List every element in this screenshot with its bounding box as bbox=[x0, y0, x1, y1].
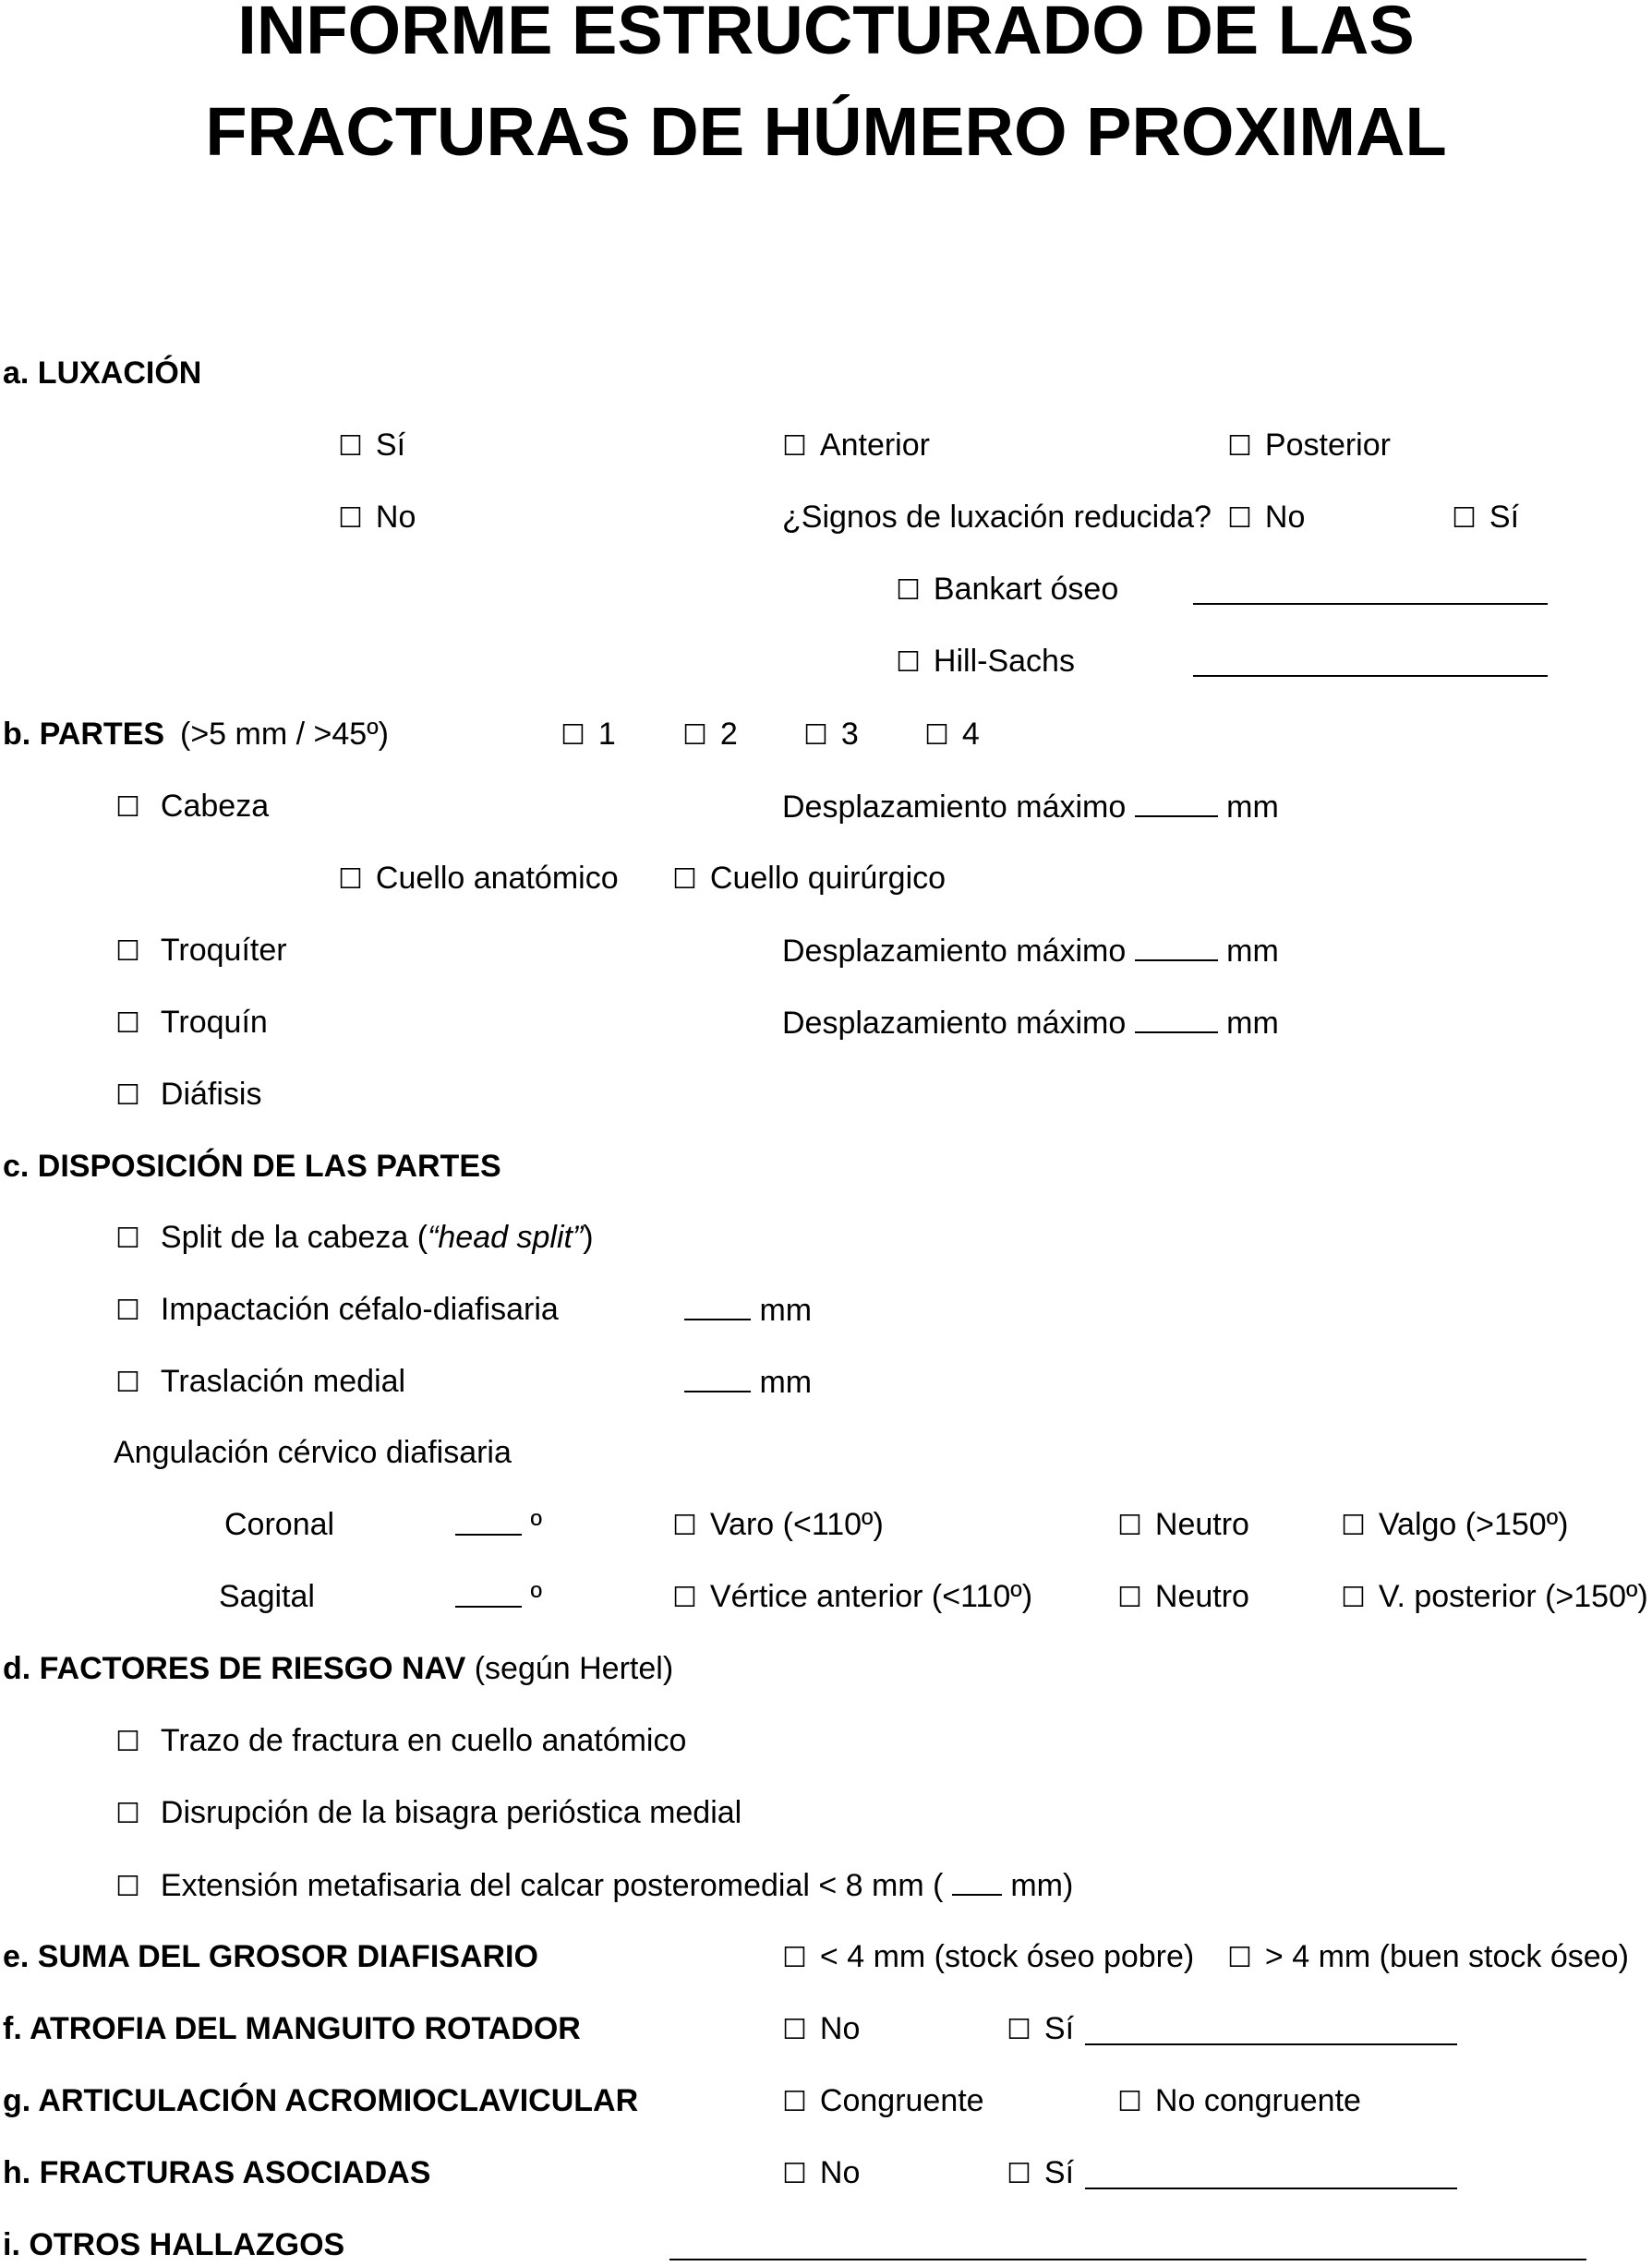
checkbox-icon[interactable]: ☐ bbox=[1341, 1510, 1366, 1542]
displacement-label: Desplazamiento máximo bbox=[782, 934, 1127, 969]
checkbox-icon[interactable]: ☐ bbox=[115, 1223, 140, 1255]
checkbox-icon[interactable]: ☐ bbox=[682, 719, 707, 752]
coronal-label: Coronal bbox=[224, 1507, 335, 1542]
checkbox-icon[interactable]: ☐ bbox=[1227, 430, 1252, 463]
cuello-anatomico-label: Cuello anatómico bbox=[375, 861, 619, 896]
cuello-quirurgico-option[interactable] bbox=[672, 860, 946, 898]
checkbox-icon[interactable]: ☐ bbox=[782, 2086, 807, 2118]
impactacion-label: Impactación céfalo-diafisaria bbox=[160, 1292, 559, 1327]
congruente-label: Congruente bbox=[819, 2083, 984, 2118]
vertice-anterior-label: Vértice anterior (<110º) bbox=[709, 1579, 1033, 1614]
degree-label: º bbox=[530, 1508, 542, 1543]
cuello-quirurgico-label: Cuello quirúrgico bbox=[709, 861, 947, 896]
coronal-neutro-label: Neutro bbox=[1154, 1507, 1249, 1542]
checkbox-icon[interactable]: ☐ bbox=[672, 1510, 697, 1542]
troquin-displacement bbox=[782, 1004, 1279, 1042]
stock-bueno-label: > 4 mm (buen stock óseo) bbox=[1264, 1939, 1629, 1974]
nav-risk-label: Trazo de fractura en cuello anatómico bbox=[160, 1723, 687, 1758]
luxacion-posterior-label: Posterior bbox=[1264, 428, 1391, 463]
bankart-option[interactable] bbox=[896, 571, 1118, 609]
fracturas-si-option[interactable] bbox=[1007, 2154, 1074, 2193]
checkbox-icon[interactable]: ☐ bbox=[1452, 502, 1477, 535]
section-d-heading bbox=[3, 1650, 673, 1687]
nav-risk-item[interactable] bbox=[115, 1794, 742, 1833]
partes-3-option[interactable] bbox=[803, 716, 859, 754]
sagital-label: Sagital bbox=[219, 1579, 315, 1614]
reduced-si-label: Sí bbox=[1489, 500, 1520, 535]
luxacion-no-option[interactable] bbox=[338, 499, 416, 537]
displacement-label: Desplazamiento máximo bbox=[782, 789, 1127, 825]
nav-risk-item[interactable] bbox=[115, 1722, 686, 1761]
calcar-input[interactable] bbox=[952, 1866, 1002, 1896]
diafisis-option[interactable] bbox=[115, 1076, 261, 1115]
checkbox-icon[interactable]: ☐ bbox=[115, 1079, 140, 1112]
luxacion-si-label: Sí bbox=[375, 428, 406, 463]
luxacion-anterior-option[interactable] bbox=[782, 427, 930, 465]
coronal-measure bbox=[455, 1506, 542, 1544]
troquiter-displacement bbox=[782, 932, 1279, 970]
displacement-input[interactable] bbox=[1135, 788, 1218, 817]
impactacion-input[interactable] bbox=[684, 1291, 751, 1320]
cabeza-displacement bbox=[782, 788, 1279, 826]
traslacion-label: Traslación medial bbox=[160, 1364, 406, 1399]
section-a-heading: a. LUXACIÓN bbox=[3, 356, 202, 391]
hill-sachs-input-line[interactable] bbox=[1193, 675, 1548, 677]
unit-label: mm bbox=[759, 1293, 813, 1328]
section-f-heading: f. ATROFIA DEL MANGUITO ROTADOR bbox=[3, 2011, 581, 2046]
varo-label: Varo (<110º) bbox=[709, 1507, 884, 1542]
head-split-prefix: Split de la cabeza ( bbox=[160, 1220, 428, 1255]
impactacion-option[interactable] bbox=[115, 1291, 559, 1330]
troquiter-label: Troquíter bbox=[160, 933, 287, 968]
stock-pobre-option[interactable] bbox=[782, 1938, 1194, 1977]
luxacion-posterior-option[interactable] bbox=[1227, 427, 1391, 465]
atrofia-no-option[interactable] bbox=[782, 2010, 860, 2049]
section-g-heading: g. ARTICULACIÓN ACROMIOCLAVICULAR bbox=[3, 2083, 639, 2118]
checkbox-icon[interactable]: ☐ bbox=[803, 719, 828, 752]
impactacion-measure bbox=[684, 1291, 812, 1329]
checkbox-icon[interactable]: ☐ bbox=[1227, 502, 1252, 535]
calcar-option[interactable] bbox=[115, 1866, 1073, 1906]
sagital-measure bbox=[455, 1578, 542, 1616]
checkbox-icon[interactable]: ☐ bbox=[1117, 1510, 1142, 1542]
fracturas-si-label: Sí bbox=[1043, 2155, 1075, 2190]
unit-label: mm bbox=[1226, 789, 1279, 825]
partes-4-label: 4 bbox=[961, 717, 980, 752]
reduced-si-option[interactable] bbox=[1452, 499, 1519, 537]
coronal-neutro-option[interactable] bbox=[1117, 1506, 1249, 1545]
bankart-label: Bankart óseo bbox=[933, 572, 1119, 607]
atrofia-input-line[interactable] bbox=[1085, 2043, 1457, 2045]
cabeza-option[interactable] bbox=[115, 788, 269, 826]
vertice-anterior-option[interactable] bbox=[672, 1578, 1032, 1617]
luxacion-anterior-label: Anterior bbox=[819, 428, 930, 463]
partes-2-label: 2 bbox=[719, 717, 738, 752]
cabeza-label: Cabeza bbox=[160, 789, 270, 824]
fracturas-input-line[interactable] bbox=[1085, 2188, 1457, 2189]
hill-sachs-option[interactable] bbox=[896, 643, 1075, 681]
traslacion-measure bbox=[684, 1363, 812, 1401]
checkbox-icon[interactable]: ☐ bbox=[672, 863, 697, 896]
section-h-heading: h. FRACTURAS ASOCIADAS bbox=[3, 2155, 431, 2190]
sagital-neutro-option[interactable] bbox=[1117, 1578, 1249, 1617]
section-d-suffix: (según Hertel) bbox=[474, 1651, 674, 1686]
checkbox-icon[interactable]: ☐ bbox=[561, 719, 585, 752]
reduced-luxation-question: ¿Signos de luxación reducida? bbox=[782, 500, 1212, 535]
section-i-heading: i. OTROS HALLAZGOS bbox=[3, 2227, 345, 2262]
head-split-suffix: ) bbox=[583, 1220, 594, 1255]
checkbox-icon[interactable]: ☐ bbox=[115, 1798, 140, 1830]
troquin-label: Troquín bbox=[160, 1005, 268, 1040]
unit-label: mm bbox=[1226, 1006, 1279, 1041]
coronal-input[interactable] bbox=[455, 1506, 522, 1536]
checkbox-icon[interactable]: ☐ bbox=[1117, 2086, 1142, 2118]
reduced-no-option[interactable] bbox=[1227, 499, 1305, 537]
checkbox-icon[interactable]: ☐ bbox=[115, 791, 140, 824]
checkbox-icon[interactable]: ☐ bbox=[115, 1295, 140, 1327]
valgo-label: Valgo (>150º) bbox=[1378, 1507, 1569, 1542]
unit-label: mm bbox=[759, 1365, 813, 1400]
traslacion-option[interactable] bbox=[115, 1363, 405, 1402]
partes-1-option[interactable] bbox=[561, 716, 616, 754]
section-d-title: d. FACTORES DE RIESGO NAV bbox=[3, 1651, 466, 1686]
no-congruente-label: No congruente bbox=[1154, 2083, 1361, 2118]
checkbox-icon[interactable]: ☐ bbox=[782, 2158, 807, 2190]
stock-pobre-label: < 4 mm (stock óseo pobre) bbox=[819, 1939, 1195, 1974]
checkbox-icon[interactable]: ☐ bbox=[782, 430, 807, 463]
checkbox-icon[interactable]: ☐ bbox=[338, 430, 363, 463]
head-split-option[interactable] bbox=[115, 1219, 594, 1258]
reduced-no-label: No bbox=[1264, 500, 1306, 535]
partes-1-label: 1 bbox=[597, 717, 616, 752]
checkbox-icon[interactable]: ☐ bbox=[338, 502, 363, 535]
checkbox-icon[interactable]: ☐ bbox=[896, 574, 921, 607]
checkbox-icon[interactable]: ☐ bbox=[1341, 1582, 1366, 1614]
stock-bueno-option[interactable] bbox=[1227, 1938, 1629, 1977]
angulacion-label: Angulación cérvico diafisaria bbox=[114, 1435, 512, 1470]
atrofia-si-label: Sí bbox=[1043, 2011, 1075, 2046]
bankart-input-line[interactable] bbox=[1193, 603, 1548, 605]
sagital-input[interactable] bbox=[455, 1578, 522, 1608]
checkbox-icon[interactable]: ☐ bbox=[115, 1726, 140, 1758]
page-title-line2: FRACTURAS DE HÚMERO PROXIMAL bbox=[205, 93, 1447, 170]
traslacion-input[interactable] bbox=[684, 1363, 751, 1392]
page-title-line1: INFORME ESTRUCTURADO DE LAS bbox=[237, 0, 1415, 68]
otros-hallazgos-input-line[interactable] bbox=[669, 2259, 1586, 2260]
atrofia-si-option[interactable] bbox=[1007, 2010, 1074, 2049]
checkbox-icon[interactable]: ☐ bbox=[1007, 2014, 1031, 2046]
partes-2-option[interactable] bbox=[682, 716, 738, 754]
varo-option[interactable] bbox=[672, 1506, 884, 1545]
partes-criteria: (>5 mm / >45º) bbox=[180, 717, 389, 752]
fracturas-no-option[interactable] bbox=[782, 2154, 860, 2193]
checkbox-icon[interactable]: ☐ bbox=[1117, 1582, 1142, 1614]
unit-label: mm bbox=[1226, 934, 1279, 969]
checkbox-icon[interactable]: ☐ bbox=[115, 1367, 140, 1399]
checkbox-icon[interactable]: ☐ bbox=[115, 935, 140, 968]
checkbox-icon[interactable]: ☐ bbox=[1007, 2158, 1031, 2190]
degree-label: º bbox=[530, 1580, 542, 1615]
section-e-heading: e. SUMA DEL GROSOR DIAFISARIO bbox=[3, 1939, 538, 1974]
v-posterior-option[interactable] bbox=[1341, 1578, 1648, 1617]
calcar-suffix: mm) bbox=[1010, 1868, 1074, 1903]
cuello-anatomico-option[interactable] bbox=[338, 860, 619, 898]
section-c-heading: c. DISPOSICIÓN DE LAS PARTES bbox=[3, 1149, 501, 1184]
no-congruente-option[interactable] bbox=[1117, 2082, 1361, 2121]
troquiter-option[interactable] bbox=[115, 932, 287, 970]
checkbox-icon[interactable]: ☐ bbox=[115, 1007, 140, 1040]
partes-4-option[interactable] bbox=[924, 716, 980, 754]
displacement-input[interactable] bbox=[1135, 1004, 1218, 1033]
displacement-input[interactable] bbox=[1135, 932, 1218, 961]
v-posterior-label: V. posterior (>150º) bbox=[1378, 1579, 1648, 1614]
checkbox-icon[interactable]: ☐ bbox=[782, 2014, 807, 2046]
fracturas-no-label: No bbox=[819, 2155, 861, 2190]
head-split-italic: “head split” bbox=[428, 1220, 584, 1255]
valgo-option[interactable] bbox=[1341, 1506, 1568, 1545]
partes-3-label: 3 bbox=[840, 717, 859, 752]
congruente-option[interactable] bbox=[782, 2082, 984, 2121]
checkbox-icon[interactable]: ☐ bbox=[338, 863, 363, 896]
checkbox-icon[interactable]: ☐ bbox=[896, 646, 921, 679]
section-b-heading: b. PARTES bbox=[3, 717, 165, 752]
hill-sachs-label: Hill-Sachs bbox=[933, 644, 1075, 679]
nav-risk-label: Disrupción de la bisagra perióstica medial bbox=[160, 1795, 742, 1830]
checkbox-icon[interactable]: ☐ bbox=[1227, 1942, 1252, 1974]
checkbox-icon[interactable]: ☐ bbox=[672, 1582, 697, 1614]
checkbox-icon[interactable]: ☐ bbox=[115, 1871, 140, 1903]
checkbox-icon[interactable]: ☐ bbox=[782, 1942, 807, 1974]
atrofia-no-label: No bbox=[819, 2011, 861, 2046]
luxacion-no-label: No bbox=[375, 500, 416, 535]
displacement-label: Desplazamiento máximo bbox=[782, 1006, 1127, 1041]
checkbox-icon[interactable]: ☐ bbox=[924, 719, 949, 752]
sagital-neutro-label: Neutro bbox=[1154, 1579, 1249, 1614]
diafisis-label: Diáfisis bbox=[160, 1077, 262, 1112]
troquin-option[interactable] bbox=[115, 1004, 268, 1043]
luxacion-si-option[interactable] bbox=[338, 427, 405, 465]
calcar-prefix: Extensión metafisaria del calcar posteromedial < 8 mm ( bbox=[160, 1868, 944, 1903]
